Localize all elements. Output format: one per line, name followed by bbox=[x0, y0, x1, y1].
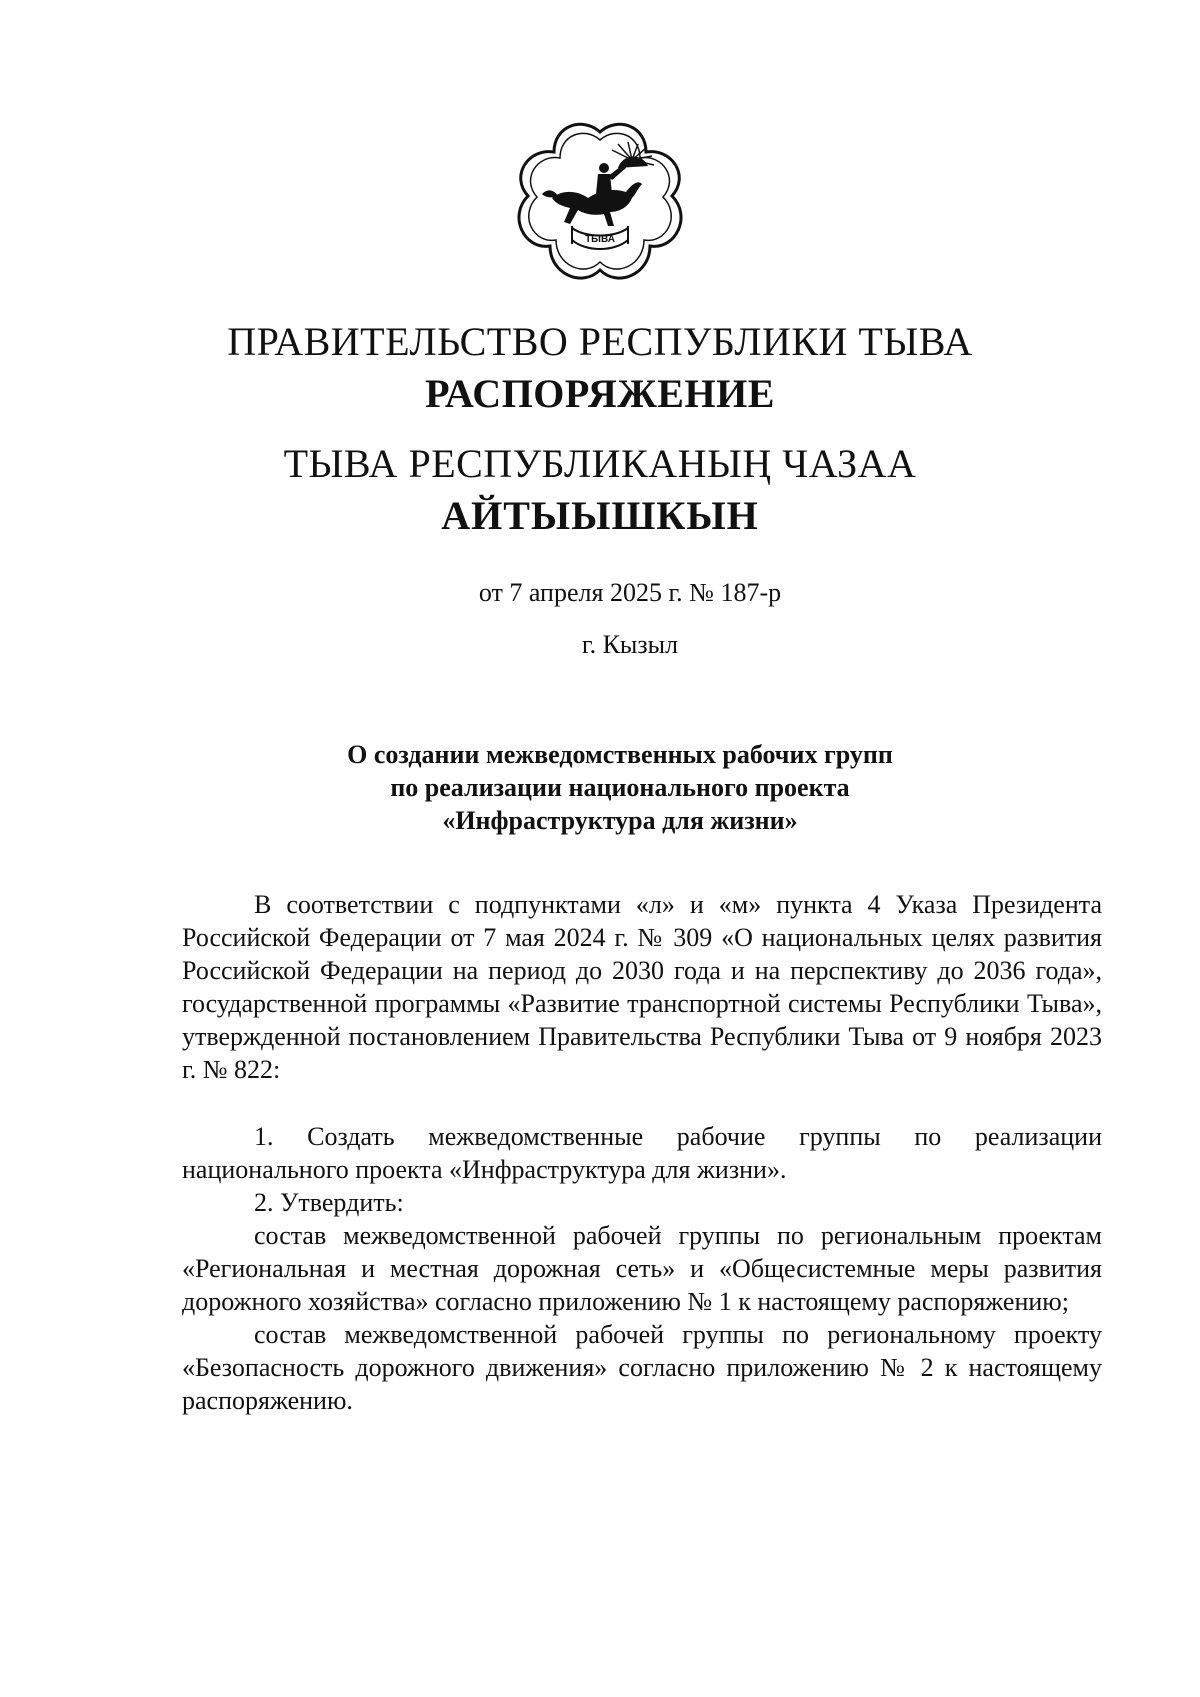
document-type-ru: РАСПОРЯЖЕНИЕ bbox=[425, 371, 775, 416]
item-2b-paragraph: состав межведомственной рабочей группы по региональному проекту «Безопасность дорожного движения» согласно приложению № 2 к настоящему распоряжению. bbox=[182, 1320, 1102, 1415]
item-2-paragraph: 2. Утвердить: bbox=[254, 1188, 404, 1217]
svg-text:ТЫВА: ТЫВА bbox=[585, 234, 615, 245]
document-body bbox=[182, 888, 1102, 1417]
item-2a-paragraph: состав межведомственной рабочей группы по региональным проектам «Региональная и местная дорожная сеть» и «Общесистемные меры развития дорожного хозяйства» согласно приложению № 1 к настоящему распоряжению; bbox=[182, 1221, 1102, 1316]
document-title bbox=[300, 738, 940, 837]
document-title-line: по реализации национального проекта bbox=[390, 773, 850, 802]
government-name-ru: ПРАВИТЕЛЬСТВО РЕСПУБЛИКИ ТЫВА bbox=[227, 319, 973, 364]
document-title-line: «Инфраструктура для жизни» bbox=[442, 806, 798, 835]
document-city: г. Кызыл bbox=[581, 630, 679, 659]
document-date-number: от 7 апреля 2025 г. № 187-р bbox=[478, 578, 782, 607]
document-type-tyva: АЙТЫЫШКЫН bbox=[441, 493, 759, 538]
tyva-emblem-icon bbox=[514, 118, 686, 290]
document-title-line: О создании межведомственных рабочих групп bbox=[347, 740, 893, 769]
preamble-paragraph: В соответствии с подпунктами «л» и «м» пункта 4 Указа Президента Российской Федерации от 7 мая 2024 г. № 309 «О национальных целях развития Российской Федерации на период до 2030 года и на перспективу до 2036 года», государственной программы «Развитие транспортной системы Республики Тыва», утвержденной постановлением Правительства Республики Тыва от 9 ноября 2023 г. № 822: bbox=[182, 890, 1102, 1084]
government-name-tyva: ТЫВА РЕСПУБЛИКАНЫҢ ЧАЗАА bbox=[283, 441, 917, 486]
item-1-paragraph: 1. Создать межведомственные рабочие группы по реализации национального проекта «Инфраструктура для жизни». bbox=[182, 1122, 1102, 1184]
